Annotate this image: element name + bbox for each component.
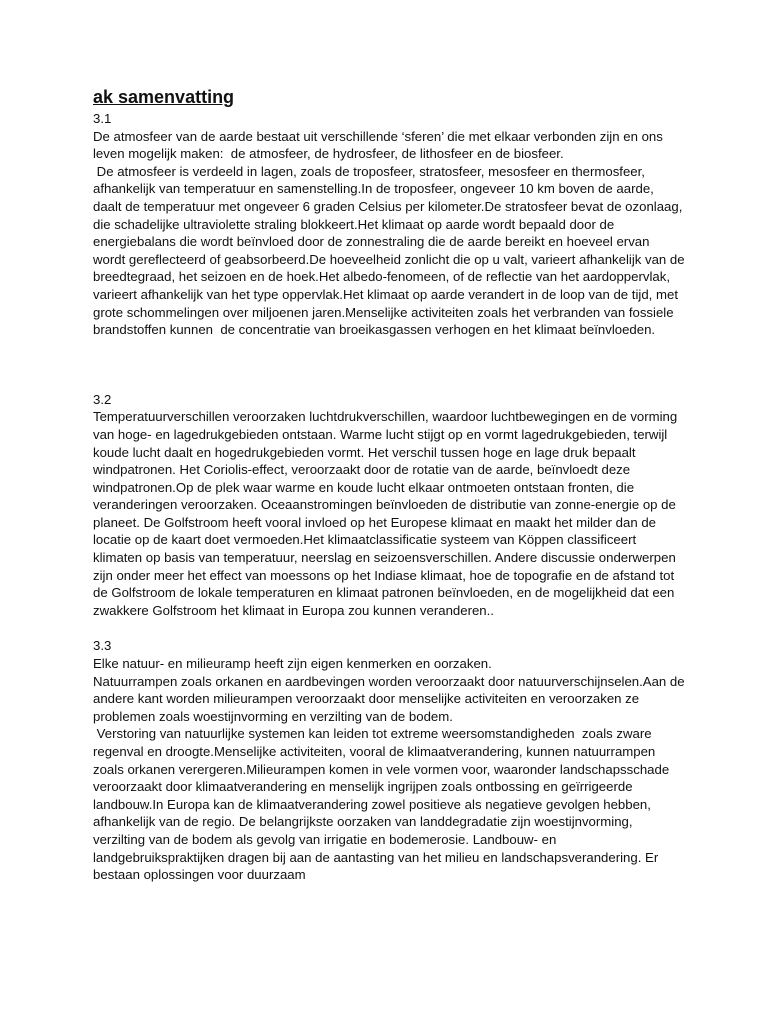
paragraph: Natuurrampen zoals orkanen en aardbevingen worden veroorzaakt door natuurverschijnselen.Aan de andere kant worden milieurampen veroorzaakt door menselijke activiteiten en veroorzaken ze problemen zoals woestijnvorming en verzilting van de bodem. <box>93 673 689 724</box>
paragraph: De atmosfeer van de aarde bestaat uit verschillende ‘sferen’ die met elkaar verbonden zijn en ons leven mogelijk maken: de atmosfeer, de hydrosfeer, de lithosfeer en de biosfeer. <box>93 128 667 162</box>
section-number: 3.3 <box>93 638 112 654</box>
section-number: 3.2 <box>93 391 112 407</box>
section-3-2 <box>93 391 685 620</box>
paragraph: Temperatuurverschillen veroorzaken luchtdrukverschillen, waardoor luchtbewegingen en de vorming van hoge- en lagedrukgebieden ontstaan. Warme lucht stijgt op en vormt lagedrukgebieden, terwijl koude lucht daalt en hogedrukgebieden vormt. Het verschil tussen hoge en lage druk bepaalt windpatronen. Het Coriolis-effect, veroorzaakt door de rotatie van de aarde, beïnvloedt deze windpatronen.Op de plek waar warme en koude lucht elkaar ontmoeten ontstaan fronten, die veranderingen veroorzaken. Oceaanstromingen beïnvloeden de distributie van zonne-energie op de planeet. De Golfstroom heeft vooral invloed op het Europese klimaat en maakt het milder dan de locatie op de kaart doet vermoeden.Het klimaatclassificatie systeem van Köppen classificeert klimaten op basis van temperatuur, neerslag en seizoensverschillen. Andere discussie onderwerpen zijn onder meer het effect van moessons op het Indiase klimaat, hoe de topografie en de afstand tot de Golfstroom de lokale temperaturen en klimaat patronen beïnvloeden, en de mogelijkheid dat een zwakkere Golfstroom het klimaat in Europa zou kunnen veranderen.. <box>93 409 681 618</box>
document-title: ak samenvatting <box>93 87 235 107</box>
section-spacer <box>93 619 685 637</box>
document-body <box>93 86 689 884</box>
paragraph: Elke natuur- en milieuramp heeft zijn eigen kenmerken en oorzaken. <box>93 656 492 672</box>
paragraph: De atmosfeer is verdeeld in lagen, zoals de troposfeer, stratosfeer, mesosfeer en thermosfeer, afhankelijk van temperatuur en samenstelling.In de troposfeer, ongeveer 10 km boven de aarde, daalt de temperatuur met ongeveer 6 graden Celsius per kilometer.De stratosfeer bevat de ozonlaag, die schadelijke ultraviolette straling blokkeert.Het klimaat op aarde wordt bepaald door de energiebalans die wordt beïnvloed door de zonnestraling die de aarde bereikt en hoeveel ervan wordt gereflecteerd of geabsorbeerd.De hoeveelheid zonlicht die op u valt, varieert afhankelijk van de breedtegraad, het seizoen en de hoek.Het albedo-fenomeen, of de reflectie van het aardoppervlak, varieert afhankelijk van het type oppervlak.Het klimaat op aarde verandert in de loop van de tijd, met grote schommelingen over miljoenen jaren.Menselijke activiteiten zoals het verbranden van fossiele brandstoffen kunnen de concentratie van broeikasgassen verhogen en het klimaat beïnvloeden. <box>93 163 689 338</box>
section-spacer <box>93 339 685 391</box>
section-number: 3.1 <box>93 111 112 126</box>
section-3-1 <box>93 110 689 339</box>
section-3-3 <box>93 637 689 883</box>
paragraph: Verstoring van natuurlijke systemen kan leiden tot extreme weersomstandigheden zoals zware regenval en droogte.Menselijke activiteiten, vooral de klimaatverandering, kunnen natuurrampen zoals orkanen verergeren.Milieurampen komen in vele vormen voor, waaronder landschapsschade veroorzaakt door klimaatverandering en menselijk ingrijpen zoals ontbossing en geïrrigeerde landbouw.In Europa kan de klimaatverandering zowel positieve als negatieve gevolgen hebben, afhankelijk van de regio. De belangrijkste oorzaken van landdegradatie zijn woestijnvorming, verzilting van de bodem als gevolg van irrigatie en bodemerosie. Landbouw- en landgebruikspraktijken dragen bij aan de aantasting van het milieu en landschapsverandering. Er bestaan oplossingen voor duurzaam <box>93 726 673 883</box>
